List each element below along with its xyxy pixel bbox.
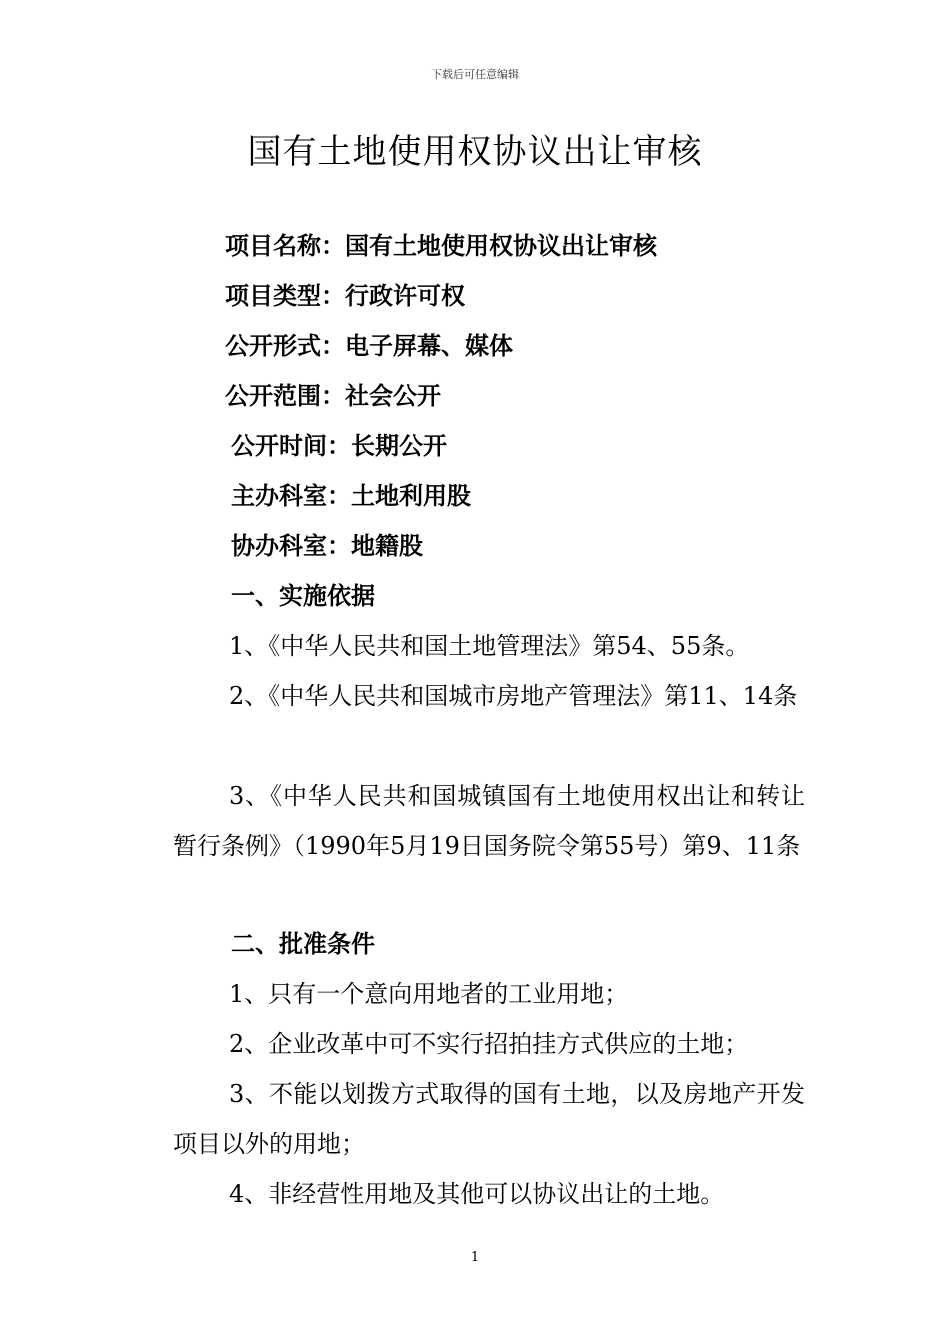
section-heading-conditions: 二、批准条件	[231, 930, 375, 958]
meta-value: 长期公开	[351, 432, 447, 460]
meta-value: 电子屏幕、媒体	[345, 332, 513, 360]
meta-value: 国有土地使用权协议出让审核	[345, 232, 657, 260]
meta-row-project-type	[0, 280, 950, 312]
meta-label: 主办科室：	[231, 482, 351, 510]
meta-label: 公开时间：	[231, 432, 351, 460]
meta-label: 项目类型：	[225, 282, 345, 310]
meta-row-publicity-time	[0, 430, 950, 462]
meta-label: 协办科室：	[231, 532, 351, 560]
meta-row-assist-office	[0, 530, 950, 562]
page-number: 1	[470, 1250, 480, 1265]
meta-value: 地籍股	[351, 532, 423, 560]
meta-label: 公开范围：	[225, 382, 345, 410]
meta-row-publicity-form	[0, 330, 950, 362]
meta-row-project-name	[0, 230, 950, 262]
header-note: 下载后可任意编辑	[431, 68, 519, 81]
condition-item-1: 1、只有一个意向用地者的工业用地；	[229, 980, 629, 1008]
meta-label: 项目名称：	[225, 232, 345, 260]
meta-value: 行政许可权	[345, 282, 465, 310]
basis-item-1: 1、《中华人民共和国土地管理法》第54、55条。	[229, 632, 750, 660]
basis-item-2: 2、《中华人民共和国城市房地产管理法》第11、14条	[229, 682, 798, 710]
document-title: 国有土地使用权协议出让审核	[247, 132, 703, 172]
basis-item-3: 3、《中华人民共和国城镇国有土地使用权出让和转让暂行条例》（1990年5月19日国务院令第55号）第9、11条	[173, 782, 805, 860]
condition-item-2: 2、企业改革中可不实行招拍挂方式供应的土地；	[229, 1030, 749, 1058]
condition-item-4: 4、非经营性用地及其他可以协议出让的土地。	[229, 1180, 725, 1208]
meta-row-lead-office	[0, 480, 950, 512]
meta-value: 社会公开	[345, 382, 441, 410]
section-heading-basis: 一、实施依据	[231, 582, 375, 610]
meta-label: 公开形式：	[225, 332, 345, 360]
meta-row-publicity-scope	[0, 380, 950, 412]
condition-item-3: 3、不能以划拨方式取得的国有土地，以及房地产开发项目以外的用地；	[173, 1080, 805, 1158]
meta-value: 土地利用股	[351, 482, 471, 510]
